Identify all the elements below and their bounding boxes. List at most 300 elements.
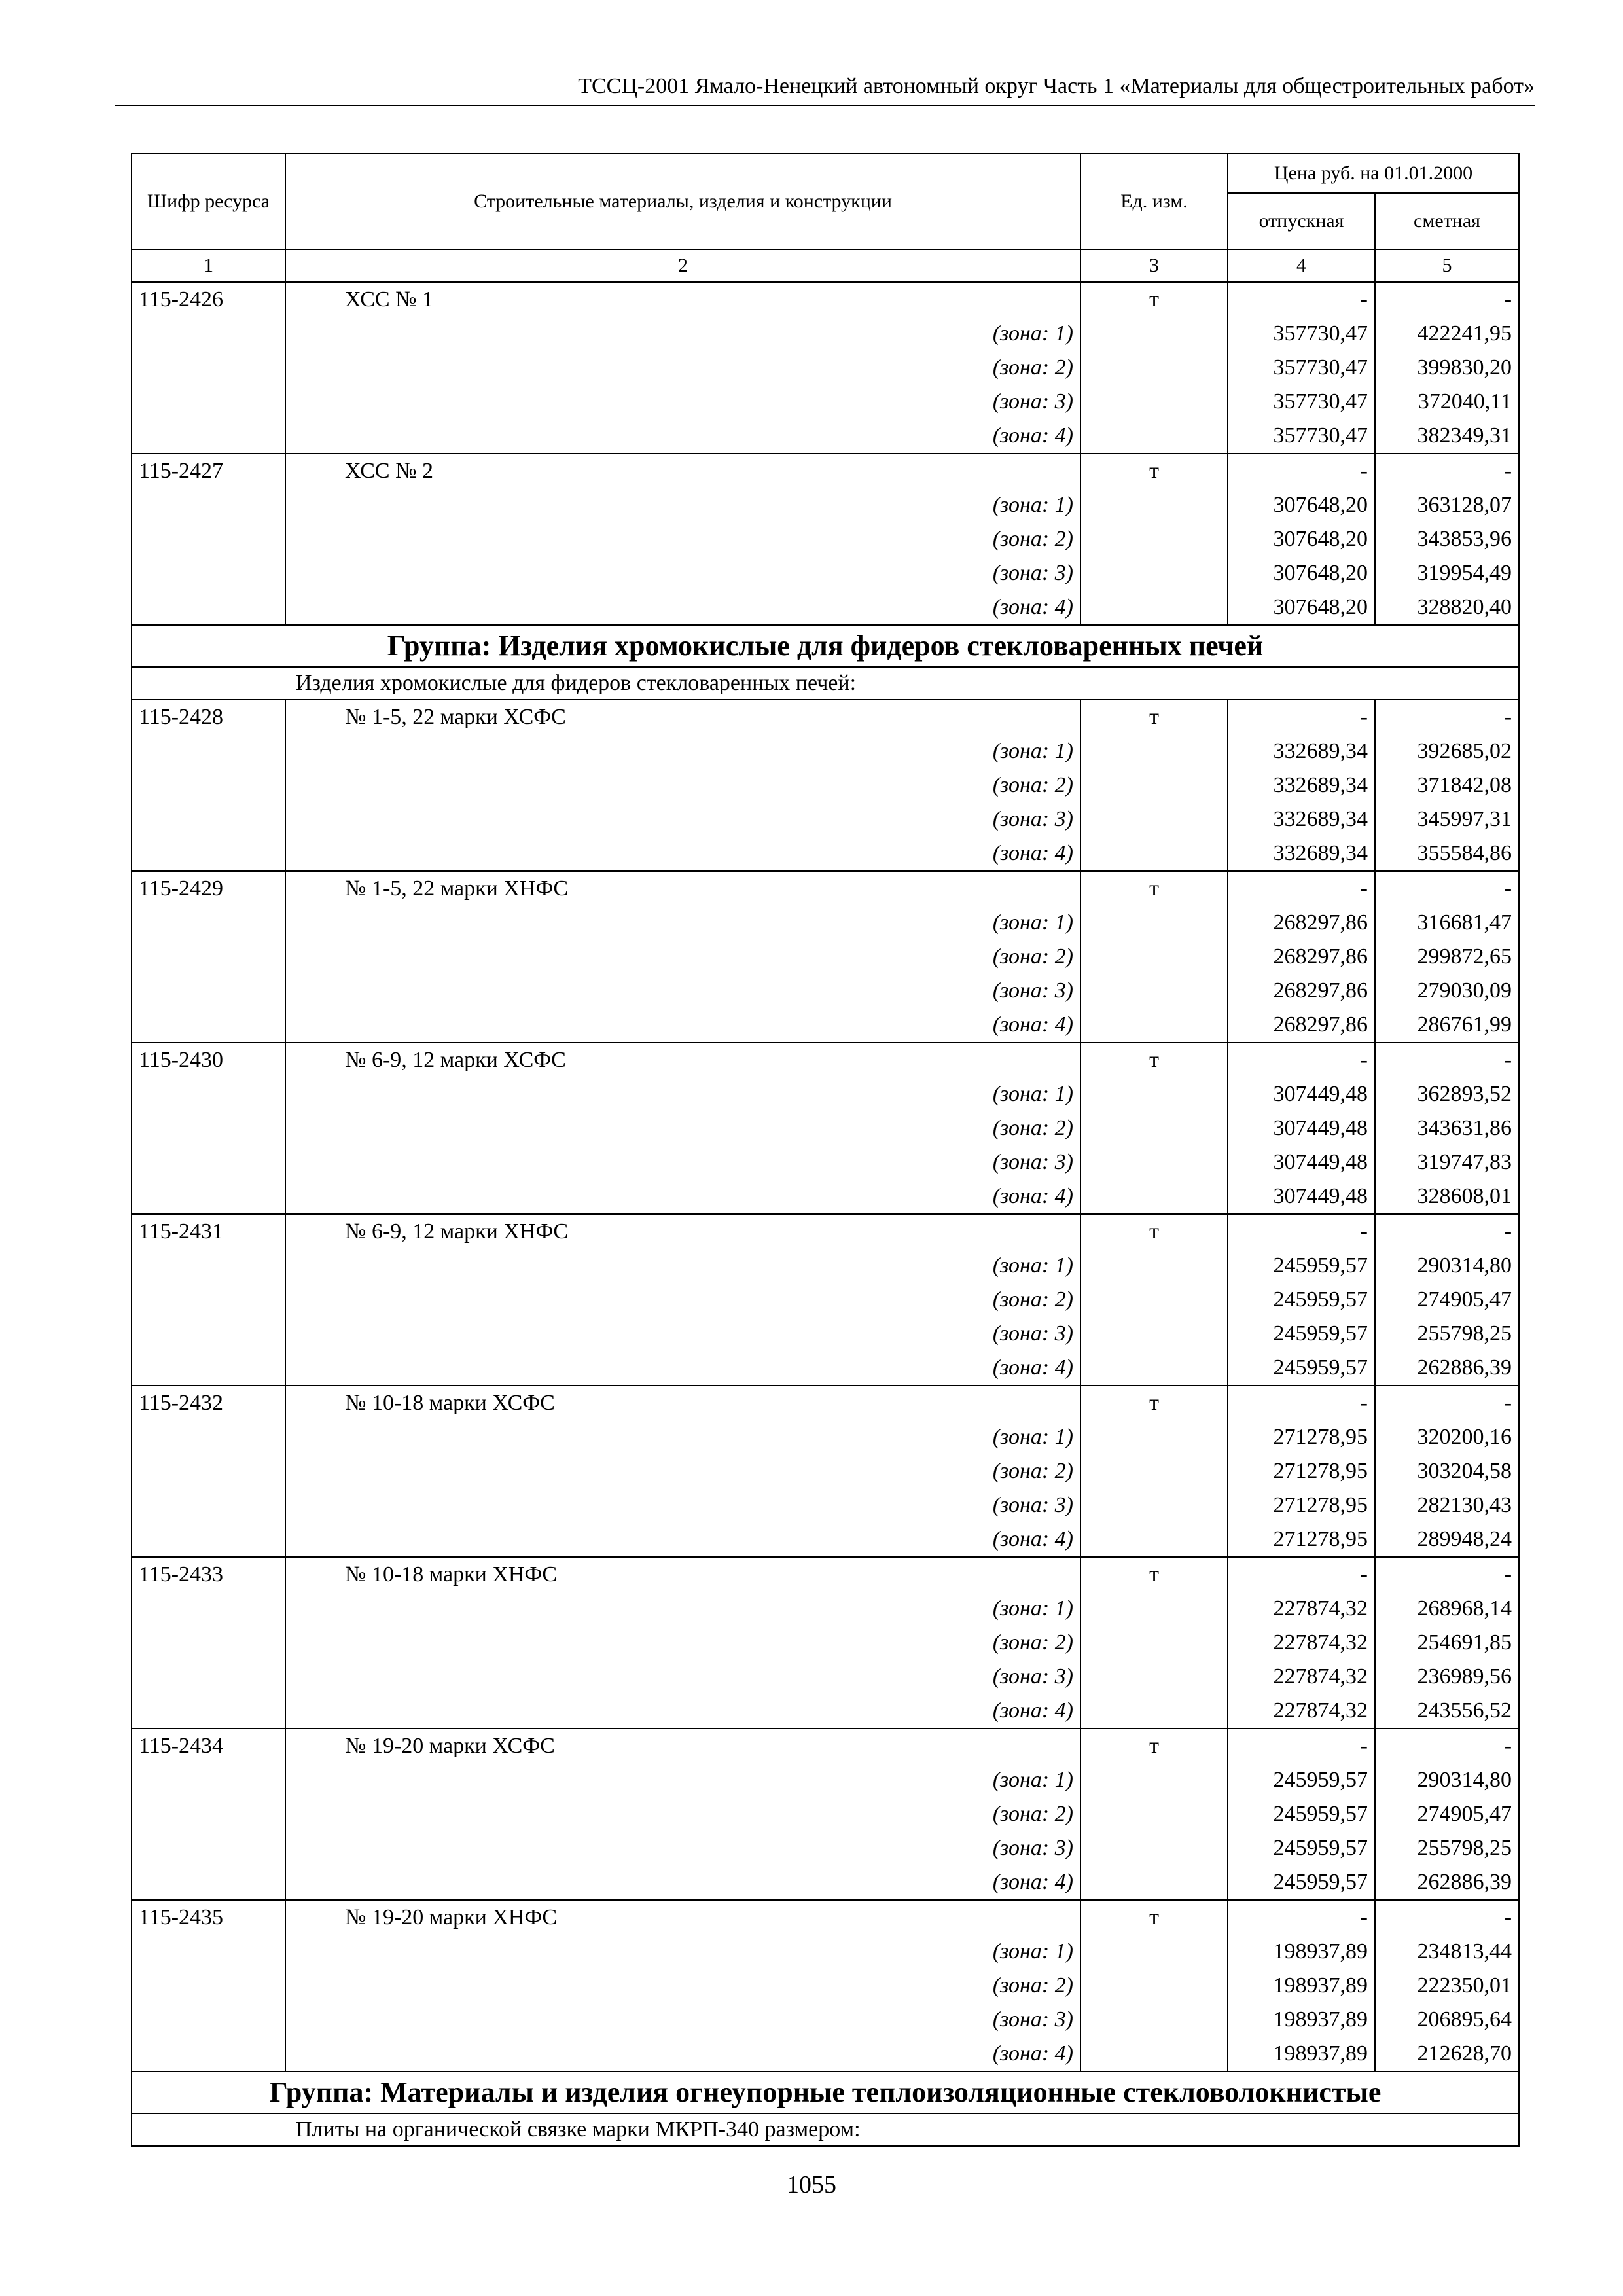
zone-row <box>132 802 1519 836</box>
zone-code-empty <box>132 1865 285 1900</box>
resource-name: № 6-9, 12 марки ХНФС <box>345 1219 568 1244</box>
zone-estimate-price: 343853,96 <box>1375 522 1519 556</box>
zone-code-empty <box>132 522 285 556</box>
group-title: Группа: Изделия хромокислые для фидеров стекловаренных печей <box>132 625 1519 667</box>
zone-unit-empty <box>1080 385 1228 419</box>
zone-estimate-price: 286761,99 <box>1375 1008 1519 1043</box>
zone-label: (зона: 2) <box>285 1797 1080 1831</box>
release-price: - <box>1228 454 1375 488</box>
zone-row <box>132 768 1519 802</box>
zone-estimate-price: 290314,80 <box>1375 1763 1519 1797</box>
zone-release-price: 198937,89 <box>1228 2003 1375 2037</box>
zone-code-empty <box>132 317 285 351</box>
zone-release-price: 227874,32 <box>1228 1694 1375 1729</box>
estimate-price: - <box>1375 1557 1519 1592</box>
zone-code-empty <box>132 2037 285 2072</box>
zone-row <box>132 1763 1519 1797</box>
zone-estimate-price: 222350,01 <box>1375 1969 1519 2003</box>
zone-unit-empty <box>1080 1179 1228 1214</box>
zone-label: (зона: 1) <box>285 1077 1080 1111</box>
zone-estimate-price: 319747,83 <box>1375 1145 1519 1179</box>
resource-row <box>132 1557 1519 1592</box>
zone-estimate-price: 372040,11 <box>1375 385 1519 419</box>
resource-name: № 19-20 марки ХСФС <box>345 1734 555 1758</box>
resource-unit: т <box>1080 1900 1228 1935</box>
zone-label: (зона: 4) <box>285 1865 1080 1900</box>
zone-code-empty <box>132 488 285 522</box>
zone-row <box>132 556 1519 590</box>
resource-unit: т <box>1080 1214 1228 1249</box>
estimate-price: - <box>1375 1386 1519 1420</box>
zone-label: (зона: 2) <box>285 522 1080 556</box>
zone-unit-empty <box>1080 1763 1228 1797</box>
col-header-price-estimate: сметная <box>1375 193 1519 249</box>
zone-estimate-price: 328608,01 <box>1375 1179 1519 1214</box>
zone-release-price: 271278,95 <box>1228 1420 1375 1454</box>
zone-unit-empty <box>1080 1351 1228 1386</box>
zone-unit-empty <box>1080 1522 1228 1557</box>
zone-label: (зона: 4) <box>285 1179 1080 1214</box>
resource-name-cell <box>285 700 1080 734</box>
resource-name: ХСС № 1 <box>345 287 434 312</box>
zone-estimate-price: 328820,40 <box>1375 590 1519 625</box>
zone-estimate-price: 279030,09 <box>1375 974 1519 1008</box>
column-number: 4 <box>1228 249 1375 282</box>
release-price: - <box>1228 1557 1375 1592</box>
zone-unit-empty <box>1080 351 1228 385</box>
zone-release-price: 357730,47 <box>1228 385 1375 419</box>
resource-code: 115-2430 <box>132 1043 285 1077</box>
zone-label: (зона: 1) <box>285 1249 1080 1283</box>
column-number: 1 <box>132 249 285 282</box>
zone-label: (зона: 4) <box>285 2037 1080 2072</box>
zone-code-empty <box>132 590 285 625</box>
col-header-code: Шифр ресурса <box>132 154 285 249</box>
zone-code-empty <box>132 351 285 385</box>
zone-label: (зона: 3) <box>285 802 1080 836</box>
subgroup-row <box>132 2113 1519 2146</box>
resource-row <box>132 871 1519 906</box>
zone-estimate-price: 282130,43 <box>1375 1488 1519 1522</box>
zone-estimate-price: 206895,64 <box>1375 2003 1519 2037</box>
zone-code-empty <box>132 1660 285 1694</box>
zone-estimate-price: 290314,80 <box>1375 1249 1519 1283</box>
group-title: Группа: Материалы и изделия огнеупорные теплоизоляционные стекловолокнистые <box>132 2072 1519 2113</box>
estimate-price: - <box>1375 1214 1519 1249</box>
zone-unit-empty <box>1080 906 1228 940</box>
zone-release-price: 198937,89 <box>1228 1935 1375 1969</box>
col-header-name: Строительные материалы, изделия и конструкции <box>285 154 1080 249</box>
resource-code: 115-2433 <box>132 1557 285 1592</box>
resource-row <box>132 700 1519 734</box>
zone-unit-empty <box>1080 1283 1228 1317</box>
resource-unit: т <box>1080 700 1228 734</box>
zone-code-empty <box>132 940 285 974</box>
zone-release-price: 245959,57 <box>1228 1865 1375 1900</box>
resource-name: № 10-18 марки ХСФС <box>345 1391 555 1415</box>
resource-code: 115-2427 <box>132 454 285 488</box>
zone-label: (зона: 4) <box>285 419 1080 454</box>
zone-estimate-price: 254691,85 <box>1375 1626 1519 1660</box>
zone-unit-empty <box>1080 1488 1228 1522</box>
zone-estimate-price: 362893,52 <box>1375 1077 1519 1111</box>
zone-unit-empty <box>1080 836 1228 871</box>
resource-name-cell <box>285 871 1080 906</box>
zone-unit-empty <box>1080 1592 1228 1626</box>
zone-code-empty <box>132 1592 285 1626</box>
zone-code-empty <box>132 1763 285 1797</box>
resource-code: 115-2432 <box>132 1386 285 1420</box>
zone-code-empty <box>132 1179 285 1214</box>
resource-name: № 19-20 марки ХНФС <box>345 1905 557 1929</box>
zone-release-price: 268297,86 <box>1228 940 1375 974</box>
resource-name-cell <box>285 1386 1080 1420</box>
zone-unit-empty <box>1080 734 1228 768</box>
zone-label: (зона: 1) <box>285 906 1080 940</box>
zone-estimate-price: 274905,47 <box>1375 1283 1519 1317</box>
zone-label: (зона: 3) <box>285 2003 1080 2037</box>
zone-unit-empty <box>1080 1626 1228 1660</box>
zone-row <box>132 1865 1519 1900</box>
zone-release-price: 245959,57 <box>1228 1351 1375 1386</box>
zone-label: (зона: 4) <box>285 836 1080 871</box>
release-price: - <box>1228 700 1375 734</box>
zone-code-empty <box>132 419 285 454</box>
zone-unit-empty <box>1080 488 1228 522</box>
zone-release-price: 245959,57 <box>1228 1797 1375 1831</box>
zone-release-price: 307449,48 <box>1228 1179 1375 1214</box>
release-price: - <box>1228 1043 1375 1077</box>
zone-release-price: 307648,20 <box>1228 522 1375 556</box>
zone-label: (зона: 2) <box>285 768 1080 802</box>
zone-estimate-price: 236989,56 <box>1375 1660 1519 1694</box>
release-price: - <box>1228 282 1375 317</box>
zone-release-price: 307449,48 <box>1228 1145 1375 1179</box>
zone-label: (зона: 1) <box>285 1763 1080 1797</box>
zone-row <box>132 940 1519 974</box>
zone-code-empty <box>132 1454 285 1488</box>
column-number: 2 <box>285 249 1080 282</box>
col-header-price-release: отпускная <box>1228 193 1375 249</box>
zone-release-price: 307648,20 <box>1228 556 1375 590</box>
zone-row <box>132 2037 1519 2072</box>
zone-estimate-price: 399830,20 <box>1375 351 1519 385</box>
zone-code-empty <box>132 385 285 419</box>
resource-name: ХСС № 2 <box>345 459 434 483</box>
zone-code-empty <box>132 1111 285 1145</box>
zone-unit-empty <box>1080 940 1228 974</box>
resource-name-cell <box>285 454 1080 488</box>
zone-code-empty <box>132 1283 285 1317</box>
zone-release-price: 227874,32 <box>1228 1592 1375 1626</box>
zone-row <box>132 1592 1519 1626</box>
zone-unit-empty <box>1080 1935 1228 1969</box>
zone-estimate-price: 262886,39 <box>1375 1865 1519 1900</box>
zone-label: (зона: 1) <box>285 734 1080 768</box>
zone-row <box>132 734 1519 768</box>
zone-label: (зона: 2) <box>285 351 1080 385</box>
zone-row <box>132 1488 1519 1522</box>
estimate-price: - <box>1375 700 1519 734</box>
resource-name: № 1-5, 22 марки ХСФС <box>345 705 566 729</box>
subgroup-title: Плиты на органической связке марки МКРП-340 размером: <box>132 2113 1519 2146</box>
resource-unit: т <box>1080 282 1228 317</box>
zone-unit-empty <box>1080 768 1228 802</box>
zone-release-price: 357730,47 <box>1228 419 1375 454</box>
zone-estimate-price: 319954,49 <box>1375 556 1519 590</box>
zone-release-price: 245959,57 <box>1228 1249 1375 1283</box>
zone-row <box>132 906 1519 940</box>
zone-code-empty <box>132 1351 285 1386</box>
estimate-price: - <box>1375 1043 1519 1077</box>
zone-label: (зона: 4) <box>285 1008 1080 1043</box>
zone-estimate-price: 392685,02 <box>1375 734 1519 768</box>
zone-code-empty <box>132 768 285 802</box>
zone-estimate-price: 345997,31 <box>1375 802 1519 836</box>
column-number: 5 <box>1375 249 1519 282</box>
zone-unit-empty <box>1080 974 1228 1008</box>
zone-code-empty <box>132 1317 285 1351</box>
zone-release-price: 357730,47 <box>1228 351 1375 385</box>
zone-code-empty <box>132 836 285 871</box>
zone-row <box>132 1077 1519 1111</box>
zone-release-price: 245959,57 <box>1228 1763 1375 1797</box>
zone-unit-empty <box>1080 1865 1228 1900</box>
zone-row <box>132 385 1519 419</box>
zone-row <box>132 2003 1519 2037</box>
zone-code-empty <box>132 734 285 768</box>
zone-estimate-price: 343631,86 <box>1375 1111 1519 1145</box>
zone-row <box>132 522 1519 556</box>
zone-code-empty <box>132 1694 285 1729</box>
zone-label: (зона: 3) <box>285 974 1080 1008</box>
estimate-price: - <box>1375 1900 1519 1935</box>
zone-row <box>132 488 1519 522</box>
zone-code-empty <box>132 1249 285 1283</box>
zone-unit-empty <box>1080 556 1228 590</box>
zone-estimate-price: 371842,08 <box>1375 768 1519 802</box>
zone-label: (зона: 1) <box>285 317 1080 351</box>
resource-name-cell <box>285 282 1080 317</box>
zone-label: (зона: 3) <box>285 556 1080 590</box>
zone-unit-empty <box>1080 2037 1228 2072</box>
zone-estimate-price: 212628,70 <box>1375 2037 1519 2072</box>
zone-unit-empty <box>1080 802 1228 836</box>
zone-code-empty <box>132 1969 285 2003</box>
zone-label: (зона: 2) <box>285 940 1080 974</box>
zone-estimate-price: 299872,65 <box>1375 940 1519 974</box>
resource-name-cell <box>285 1043 1080 1077</box>
zone-row <box>132 1351 1519 1386</box>
resource-name: № 10-18 марки ХНФС <box>345 1562 557 1587</box>
zone-release-price: 227874,32 <box>1228 1660 1375 1694</box>
zone-row <box>132 1522 1519 1557</box>
zone-release-price: 271278,95 <box>1228 1488 1375 1522</box>
zone-row <box>132 1969 1519 2003</box>
zone-code-empty <box>132 1797 285 1831</box>
zone-code-empty <box>132 802 285 836</box>
resource-code: 115-2426 <box>132 282 285 317</box>
zone-release-price: 245959,57 <box>1228 1283 1375 1317</box>
zone-estimate-price: 243556,52 <box>1375 1694 1519 1729</box>
zone-code-empty <box>132 974 285 1008</box>
zone-row <box>132 1179 1519 1214</box>
resource-unit: т <box>1080 1729 1228 1763</box>
zone-release-price: 268297,86 <box>1228 1008 1375 1043</box>
zone-release-price: 357730,47 <box>1228 317 1375 351</box>
zone-unit-empty <box>1080 1249 1228 1283</box>
resource-code: 115-2428 <box>132 700 285 734</box>
resource-name-cell <box>285 1900 1080 1935</box>
zone-unit-empty <box>1080 1660 1228 1694</box>
zone-estimate-price: 422241,95 <box>1375 317 1519 351</box>
zone-estimate-price: 363128,07 <box>1375 488 1519 522</box>
zone-label: (зона: 1) <box>285 1592 1080 1626</box>
zone-release-price: 268297,86 <box>1228 906 1375 940</box>
zone-release-price: 307449,48 <box>1228 1111 1375 1145</box>
zone-code-empty <box>132 1008 285 1043</box>
subgroup-row <box>132 667 1519 700</box>
resource-row <box>132 1900 1519 1935</box>
zone-code-empty <box>132 556 285 590</box>
zone-release-price: 332689,34 <box>1228 836 1375 871</box>
zone-unit-empty <box>1080 1077 1228 1111</box>
zone-release-price: 307449,48 <box>1228 1077 1375 1111</box>
zone-release-price: 271278,95 <box>1228 1522 1375 1557</box>
zone-label: (зона: 2) <box>285 1454 1080 1488</box>
release-price: - <box>1228 1214 1375 1249</box>
zone-estimate-price: 303204,58 <box>1375 1454 1519 1488</box>
zone-estimate-price: 255798,25 <box>1375 1317 1519 1351</box>
zone-unit-empty <box>1080 590 1228 625</box>
zone-row <box>132 1283 1519 1317</box>
header-rule <box>115 105 1535 106</box>
zone-label: (зона: 2) <box>285 1111 1080 1145</box>
zone-release-price: 307648,20 <box>1228 488 1375 522</box>
zone-estimate-price: 262886,39 <box>1375 1351 1519 1386</box>
resource-row <box>132 1043 1519 1077</box>
resource-name-cell <box>285 1214 1080 1249</box>
estimate-price: - <box>1375 282 1519 317</box>
zone-row <box>132 1694 1519 1729</box>
zone-estimate-price: 316681,47 <box>1375 906 1519 940</box>
group-row <box>132 2072 1519 2113</box>
subgroup-title: Изделия хромокислые для фидеров стекловаренных печей: <box>132 667 1519 700</box>
zone-unit-empty <box>1080 1145 1228 1179</box>
zone-row <box>132 1420 1519 1454</box>
resource-name: № 6-9, 12 марки ХСФС <box>345 1048 566 1072</box>
resource-code: 115-2434 <box>132 1729 285 1763</box>
release-price: - <box>1228 871 1375 906</box>
zone-unit-empty <box>1080 1694 1228 1729</box>
zone-label: (зона: 2) <box>285 1969 1080 2003</box>
zone-label: (зона: 2) <box>285 1626 1080 1660</box>
resource-unit: т <box>1080 1386 1228 1420</box>
zone-row <box>132 1831 1519 1865</box>
zone-row <box>132 1935 1519 1969</box>
zone-unit-empty <box>1080 1797 1228 1831</box>
resource-unit: т <box>1080 1043 1228 1077</box>
zone-row <box>132 351 1519 385</box>
zone-unit-empty <box>1080 2003 1228 2037</box>
zone-label: (зона: 3) <box>285 385 1080 419</box>
zone-label: (зона: 4) <box>285 1351 1080 1386</box>
resource-unit: т <box>1080 1557 1228 1592</box>
col-header-price: Цена руб. на 01.01.2000 <box>1228 154 1519 193</box>
zone-release-price: 332689,34 <box>1228 768 1375 802</box>
zone-unit-empty <box>1080 1420 1228 1454</box>
resource-name-cell <box>285 1729 1080 1763</box>
zone-code-empty <box>132 1522 285 1557</box>
zone-row <box>132 1660 1519 1694</box>
zone-code-empty <box>132 1488 285 1522</box>
zone-code-empty <box>132 906 285 940</box>
zone-label: (зона: 1) <box>285 1935 1080 1969</box>
zone-unit-empty <box>1080 1008 1228 1043</box>
zone-label: (зона: 3) <box>285 1317 1080 1351</box>
zone-estimate-price: 274905,47 <box>1375 1797 1519 1831</box>
zone-row <box>132 317 1519 351</box>
zone-code-empty <box>132 1145 285 1179</box>
zone-release-price: 268297,86 <box>1228 974 1375 1008</box>
zone-estimate-price: 289948,24 <box>1375 1522 1519 1557</box>
zone-label: (зона: 1) <box>285 488 1080 522</box>
zone-estimate-price: 255798,25 <box>1375 1831 1519 1865</box>
zone-code-empty <box>132 1420 285 1454</box>
zone-unit-empty <box>1080 1454 1228 1488</box>
release-price: - <box>1228 1900 1375 1935</box>
zone-unit-empty <box>1080 419 1228 454</box>
column-number-row <box>132 249 1519 282</box>
zone-code-empty <box>132 2003 285 2037</box>
zone-code-empty <box>132 1626 285 1660</box>
price-table <box>131 153 1520 2147</box>
zone-row <box>132 836 1519 871</box>
page-number: 1055 <box>787 2171 836 2198</box>
zone-label: (зона: 3) <box>285 1488 1080 1522</box>
table-body <box>132 282 1519 2146</box>
zone-label: (зона: 4) <box>285 1694 1080 1729</box>
estimate-price: - <box>1375 1729 1519 1763</box>
resource-code: 115-2431 <box>132 1214 285 1249</box>
resource-row <box>132 1214 1519 1249</box>
zone-row <box>132 1145 1519 1179</box>
group-row <box>132 625 1519 667</box>
zone-estimate-price: 382349,31 <box>1375 419 1519 454</box>
zone-release-price: 227874,32 <box>1228 1626 1375 1660</box>
zone-row <box>132 1111 1519 1145</box>
zone-release-price: 271278,95 <box>1228 1454 1375 1488</box>
zone-unit-empty <box>1080 317 1228 351</box>
zone-estimate-price: 234813,44 <box>1375 1935 1519 1969</box>
zone-release-price: 332689,34 <box>1228 802 1375 836</box>
estimate-price: - <box>1375 454 1519 488</box>
zone-unit-empty <box>1080 522 1228 556</box>
zone-label: (зона: 3) <box>285 1831 1080 1865</box>
resource-row <box>132 1386 1519 1420</box>
resource-row <box>132 1729 1519 1763</box>
resource-unit: т <box>1080 454 1228 488</box>
resource-row <box>132 282 1519 317</box>
zone-row <box>132 1317 1519 1351</box>
zone-unit-empty <box>1080 1831 1228 1865</box>
zone-row <box>132 419 1519 454</box>
zone-row <box>132 1797 1519 1831</box>
zone-estimate-price: 355584,86 <box>1375 836 1519 871</box>
zone-code-empty <box>132 1831 285 1865</box>
zone-label: (зона: 3) <box>285 1660 1080 1694</box>
column-number: 3 <box>1080 249 1228 282</box>
